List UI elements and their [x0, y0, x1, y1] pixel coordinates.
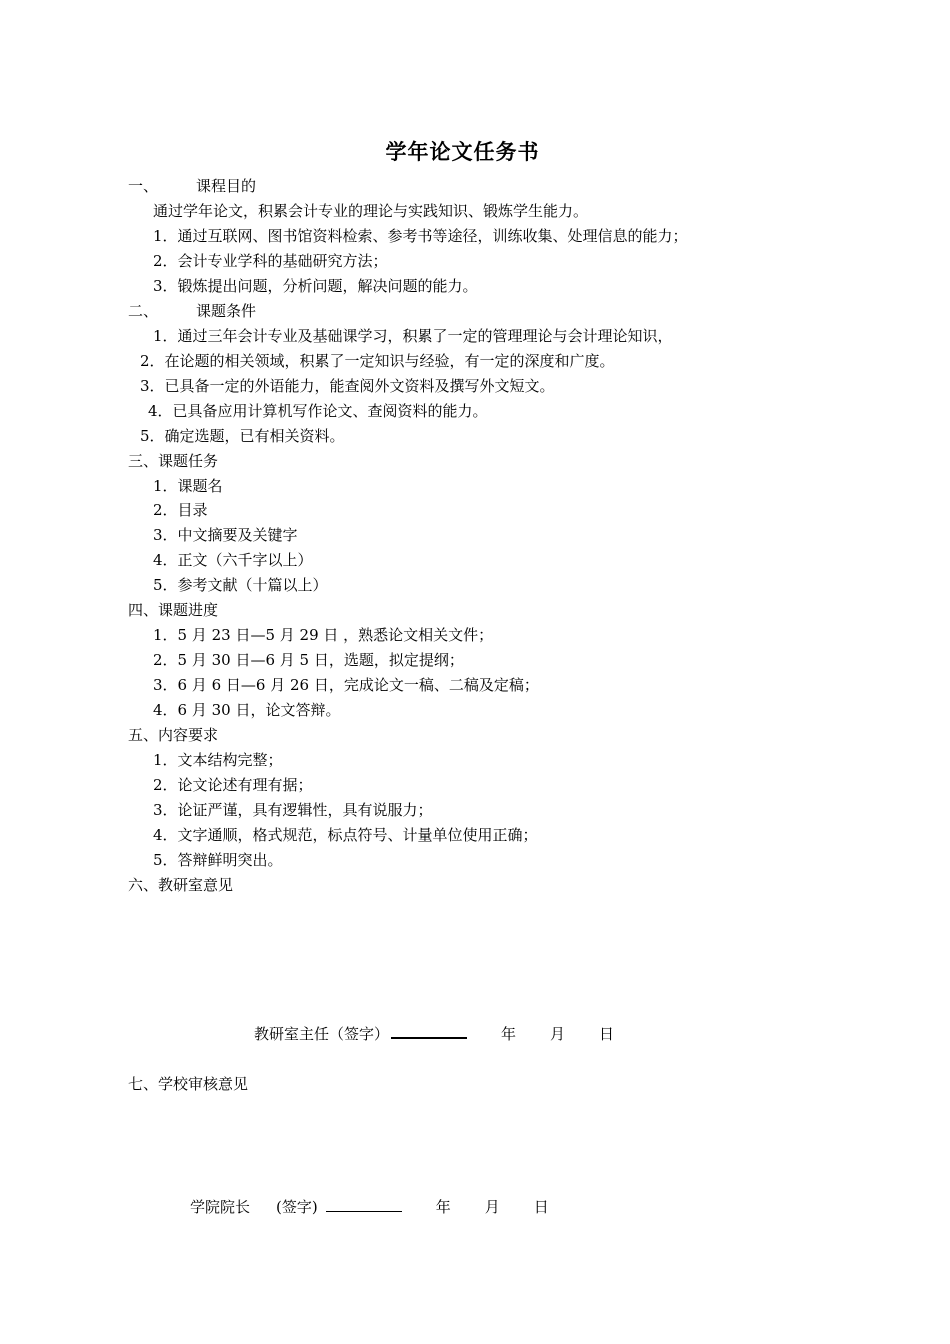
section-5-item-5: 5．答辩鲜明突出。 [153, 851, 283, 869]
dean-signature-blank[interactable] [326, 1197, 402, 1212]
section-2-item-4: 4．已具备应用计算机写作论文、查阅资料的能力。 [148, 402, 488, 420]
section-2-item-1: 1．通过三年会计专业及基础课学习，积累了一定的管理理论与会计理论知识， [153, 327, 673, 345]
section-1-item-2: 2．会计专业学科的基础研究方法； [153, 252, 388, 270]
section-4-item-3: 3．6 月 6 日—6 月 26 日，完成论文一稿、二稿及定稿； [153, 676, 539, 694]
section-1-intro: 通过学年论文，积累会计专业的理论与实践知识、锻炼学生能力。 [153, 202, 589, 220]
section-3-item-3: 3．中文摘要及关键字 [153, 526, 298, 544]
section-2-number: 二、 [128, 302, 159, 320]
section-4-item-2: 2．5 月 30 日—6 月 5 日，选题，拟定提纲； [153, 651, 464, 669]
section-2-heading [128, 301, 256, 321]
section-3-heading: 三、课题任务 [128, 452, 219, 470]
section-6-heading: 六、教研室意见 [128, 876, 234, 894]
dean-title-label: 学院院长 [190, 1198, 251, 1216]
section-7-heading: 七、学校审核意见 [128, 1075, 249, 1093]
section-4-item-4: 4．6 月 30 日，论文答辩。 [153, 701, 341, 719]
dean-signature-row [190, 1197, 549, 1217]
director-signature-row [254, 1023, 614, 1043]
section-2-item-2: 2．在论题的相关领域，积累了一定知识与经验，有一定的深度和广度。 [140, 352, 615, 370]
section-1-item-1: 1．通过互联网、图书馆资料检索、参考书等途径，训练收集、处理信息的能力； [153, 227, 688, 245]
section-4-item-1: 1．5 月 23 日—5 月 29 日 ，熟悉论文相关文件； [153, 626, 494, 644]
director-month-label: 月 [550, 1025, 566, 1043]
section-2-item-5: 5．确定选题，已有相关资料。 [140, 427, 345, 445]
director-year-label: 年 [501, 1025, 517, 1043]
director-sign-label: 教研室主任（签字） [254, 1025, 390, 1043]
section-5-item-3: 3．论证严谨，具有逻辑性，具有说服力； [153, 801, 433, 819]
section-3-item-2: 2．目录 [153, 501, 208, 519]
section-5-heading: 五、内容要求 [128, 726, 219, 744]
section-3-item-1: 1．课题名 [153, 477, 223, 495]
dean-month-label: 月 [484, 1198, 500, 1216]
section-1-title: 课程目的 [196, 177, 257, 195]
dean-sign-label: (签字) [276, 1198, 318, 1216]
section-5-item-2: 2．论文论述有理有据； [153, 776, 313, 794]
section-1-heading [128, 176, 256, 196]
section-2-title: 课题条件 [196, 302, 257, 320]
section-3-item-5: 5．参考文献（十篇以上） [153, 576, 328, 594]
section-5-item-4: 4．文字通顺，格式规范，标点符号、计量单位使用正确； [153, 826, 538, 844]
section-4-heading: 四、课题进度 [128, 601, 219, 619]
dean-year-label: 年 [435, 1198, 451, 1216]
dean-day-label: 日 [533, 1198, 549, 1216]
section-2-item-3: 3．已具备一定的外语能力，能查阅外文资料及撰写外文短文。 [140, 377, 555, 395]
director-day-label: 日 [599, 1025, 615, 1043]
document-title: 学年论文任务书 [385, 140, 540, 164]
section-5-item-1: 1．文本结构完整； [153, 751, 283, 769]
section-1-number: 一、 [128, 177, 159, 195]
director-signature-blank[interactable] [391, 1023, 467, 1039]
section-3-item-4: 4．正文（六千字以上） [153, 551, 313, 569]
section-1-item-3: 3．锻炼提出问题，分析问题，解决问题的能力。 [153, 277, 478, 295]
